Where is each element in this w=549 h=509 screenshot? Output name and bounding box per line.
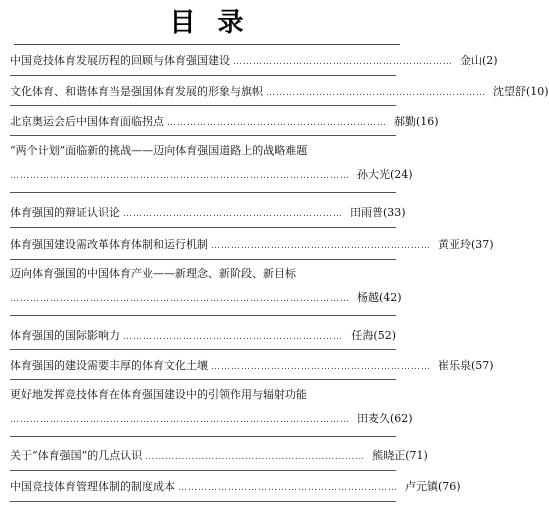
entry-title: 更好地发挥竞技体育在体育强国建设中的引领作用与辐射功能 [10,388,307,401]
entry-title: 文化体育、和谐体育当是强国体育发展的形象与旗帜 [10,85,263,98]
entry-page: (24) [390,168,413,181]
toc-heading: 目录 [169,8,266,38]
entry-title: 体育强国的建设需要丰厚的体育文化土壤 [10,359,208,372]
entry-title: 关于“体育强国”的几点认识 [10,449,143,462]
entry-page: (76) [438,480,461,493]
entry-page: (57) [471,359,494,372]
entry-author: 郝勤 [394,115,416,128]
entry-title: 体育强国的辩证认识论 [10,206,120,219]
entry-title: 中国竞技体育管理体制的制度成本 [10,480,175,493]
entry-author: 熊晓正 [372,449,406,462]
entry-separator [10,75,396,76]
entry-title: 体育强国的国际影响力 [10,329,120,342]
entry-separator [10,105,396,106]
entry-author: 黄亚玲 [438,238,471,251]
entry-author: 田雨普 [350,206,383,219]
entry-separator [10,379,396,380]
dot-leader: ………………………………………………………………………………………… [10,294,350,304]
entry-page: (33) [383,206,406,219]
toc-entry[interactable] [10,383,413,431]
toc-entry[interactable] [10,49,498,73]
entry-separator [10,436,396,437]
entry-separator [10,315,396,316]
toc-entry[interactable] [10,139,413,187]
entry-page: (37) [471,238,494,251]
entry-page: (52) [373,329,396,342]
entry-author: 金山 [460,54,482,67]
entry-page: (10) [526,85,549,98]
entry-page: (62) [390,412,413,425]
entry-author: 田麦久 [357,412,390,425]
entry-separator [10,227,396,228]
dot-leader: ………………………………………………………………………………………… [10,171,350,181]
entry-author: 任海 [351,329,374,342]
entry-separator [10,501,396,502]
dot-leader: ………………………………………………………… [233,57,453,67]
dot-leader: ………………………………………………………… [211,241,431,251]
toc-entry[interactable] [10,324,396,348]
dot-leader: ………………………………………………………… [123,332,343,342]
entry-title: 北京奥运会后中国体育面临拐点 [10,115,164,128]
entry-separator [10,349,396,350]
toc-entry[interactable] [10,233,494,257]
entry-author: 崔乐泉 [438,359,471,372]
entry-title: 迈向体育强国的中国体育产业——新理念、新阶段、新目标 [10,267,296,280]
entry-page: (71) [405,449,428,462]
entry-author: 沈望舒 [493,85,526,98]
entry-author: 孙大光 [357,168,390,181]
entry-separator [10,470,396,471]
toc-entry[interactable] [10,475,461,499]
dot-leader: ………………………………………………………… [167,118,387,128]
entry-title: 体育强国建设需改革体育体制和运行机制 [10,238,208,251]
heading-rule [14,44,400,45]
dot-leader: ………………………………………………………… [145,452,366,462]
dot-leader: ………………………………………………………… [123,209,343,219]
toc-entry[interactable] [10,201,406,225]
entry-title: “两个计划”面临新的挑战——迈向体育强国道路上的战略难题 [10,144,308,157]
dot-leader: ………………………………………………………… [266,88,486,98]
entry-page: (2) [482,54,498,67]
entry-page: (42) [379,291,402,304]
entry-author: 卢元镇 [405,480,438,493]
toc-entry[interactable] [10,354,494,378]
entry-page: (16) [416,115,439,128]
entry-title: 中国竞技体育发展历程的回顾与体育强国建设 [10,54,230,67]
entry-author: 杨越 [357,291,379,304]
dot-leader: ………………………………………………………… [211,362,431,372]
toc-entry[interactable] [10,80,549,104]
dot-leader: ………………………………………………………… [178,483,398,493]
toc-entry[interactable] [10,110,439,134]
toc-entry[interactable] [10,444,428,468]
entry-separator [10,259,396,260]
entry-separator [10,192,396,193]
entry-separator [10,135,396,136]
toc-entry[interactable] [10,262,402,310]
dot-leader: ………………………………………………………………………………………… [10,415,350,425]
